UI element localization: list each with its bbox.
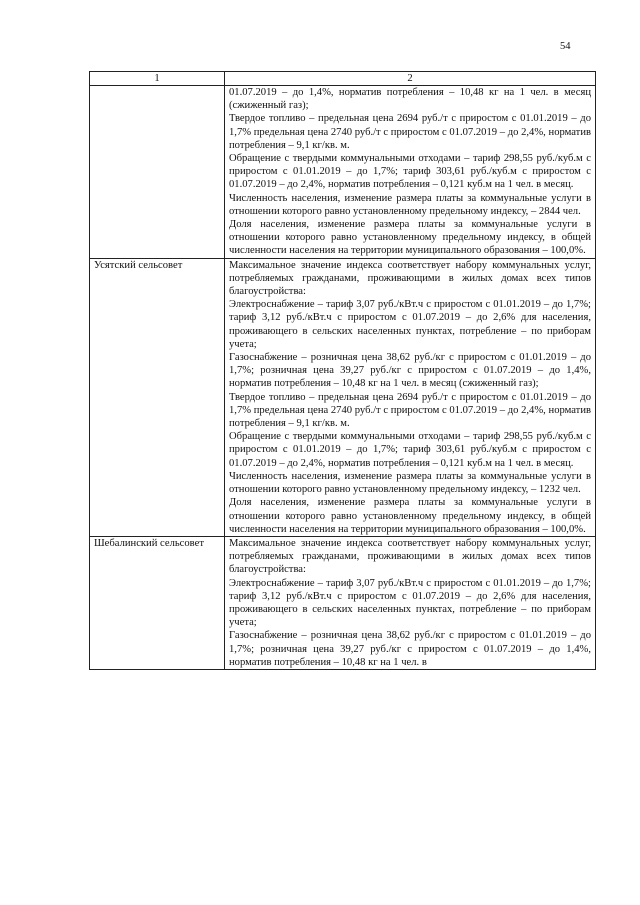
description-cell [225,86,596,259]
paragraph: Доля населения, изменение размера платы за коммунальные услуги в отношении которого равно установленному предельному индексу, в общей численности населения на территории муниципального образования – 100,0%. [229,219,591,257]
paragraph: Обращение с твердыми коммунальными отходами – тариф 298,55 руб./куб.м с приростом с 01.01.2019 – до 1,7%; тариф 303,61 руб./куб.м с приростом с 01.07.2019 – до 2,4%, норматив потребления – 0,121 куб.м на 1 чел. в месяц. [229,153,591,191]
table-row [90,86,596,259]
page-number: 54 [560,41,571,52]
municipality-cell [90,86,225,259]
paragraph: 01.07.2019 – до 1,4%, норматив потребления – 10,48 кг на 1 чел. в месяц (сжиженный газ); [229,87,591,112]
paragraph: Твердое топливо – предельная цена 2694 руб./т с приростом с 01.01.2019 – до 1,7% предельная цена 2740 руб./т с приростом с 01.07.2019 – до 2,4%, норматив потребления – 9,1 кг/кв. м. [229,113,591,151]
paragraph: Обращение с твердыми коммунальными отходами – тариф 298,55 руб./куб.м с приростом с 01.01.2019 – до 1,7%; тариф 303,61 руб./куб.м с приростом с 01.07.2019 – до 2,4%, норматив потребления – 0,121 куб.м на 1 чел. в месяц. [229,431,591,469]
table-header-row [90,72,596,86]
column-header-2: 2 [225,72,596,86]
paragraph: Максимальное значение индекса соответствует набору коммунальных услуг, потребляемых гражданами, проживающими в жилых домах всех типов благоустройства: [229,259,591,298]
paragraph: Электроснабжение – тариф 3,07 руб./кВт.ч с приростом с 01.01.2019 – до 1,7%; тариф 3,12 руб./кВт.ч с приростом с 01.07.2019 – до 2,6% для населения, проживающего в сельских населенных пунктах, потребление – по приборам учета; [229,577,591,629]
paragraph: Численность населения, изменение размера платы за коммунальные услуги в отношении которого равно установленному предельному индексу, – 2844 чел. [229,192,591,217]
table-row [90,258,596,536]
column-header-1: 1 [90,72,225,86]
tariff-table [89,71,596,670]
paragraph: Максимальное значение индекса соответствует набору коммунальных услуг, потребляемых гражданами, проживающими в жилых домах всех типов благоустройства: [229,537,591,576]
description-cell [225,258,596,536]
paragraph: Доля населения, изменение размера платы за коммунальные услуги в отношении которого равно установленному предельному индексу, в общей численности населения на территории муниципального образования – 100,0%. [229,497,591,535]
table-row [90,536,596,669]
paragraph: Численность населения, изменение размера платы за коммунальные услуги в отношении которого равно установленному предельному индексу, – 1232 чел. [229,470,591,496]
paragraph: Газоснабжение – розничная цена 38,62 руб./кг с приростом с 01.01.2019 – до 1,7%; розничная цена 39,27 руб./кг с приростом с 01.07.2019 – до 1,4%, норматив потребления – 10,48 кг на 1 чел. в месяц (сжиженный газ); [229,352,591,390]
municipality-cell [90,258,225,536]
description-cell [225,536,596,669]
municipality-name: Шебалинский сельсовет [94,537,204,549]
paragraph: Газоснабжение – розничная цена 38,62 руб./кг с приростом с 01.01.2019 – до 1,7%; розничная цена 39,27 руб./кг с приростом с 01.07.2019 – до 1,4%, норматив потребления – 10,48 кг на 1 чел. в [229,630,591,668]
municipality-cell [90,536,225,669]
paragraph: Электроснабжение – тариф 3,07 руб./кВт.ч с приростом с 01.01.2019 – до 1,7%; тариф 3,12 руб./кВт.ч с приростом с 01.07.2019 – до 2,6% для населения, проживающего в сельских населенных пунктах, потребление – по приборам учета; [229,299,591,350]
paragraph: Твердое топливо – предельная цена 2694 руб./т с приростом с 01.01.2019 – до 1,7% предельная цена 2740 руб./т с приростом с 01.07.2019 – до 2,4%, норматив потребления – 9,1 кг/кв. м. [229,391,591,430]
municipality-name: Усятский сельсовет [94,259,183,271]
